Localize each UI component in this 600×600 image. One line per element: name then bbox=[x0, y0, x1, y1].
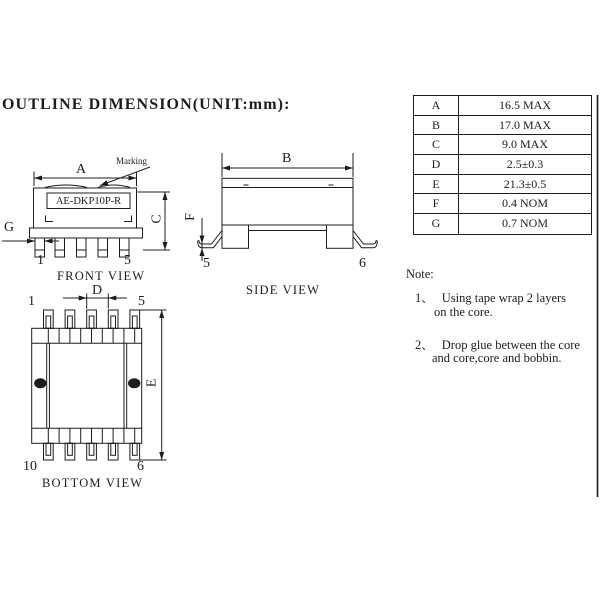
dim-label-b: B bbox=[282, 151, 292, 166]
pin-number-10-bottom: 10 bbox=[23, 459, 37, 474]
note-item-text: Using tape wrap 2 layers bbox=[441, 291, 567, 305]
tape-arc bbox=[45, 185, 87, 188]
corner-bracket bbox=[46, 216, 54, 222]
front-flange bbox=[30, 228, 143, 238]
front-view-drawing bbox=[2, 167, 170, 257]
value-cell: 9.0 MAX bbox=[501, 137, 548, 152]
value-cell: 2.5±0.3 bbox=[506, 156, 544, 171]
view-title-front: FRONT VIEW bbox=[57, 269, 146, 283]
pin-number-5-side: 5 bbox=[203, 256, 210, 271]
param-cell: C bbox=[414, 135, 459, 154]
value-cell: 0.7 NOM bbox=[501, 216, 548, 231]
side-foot-right bbox=[327, 225, 354, 248]
pin-number-6-side: 6 bbox=[359, 256, 366, 271]
view-title-bottom: BOTTOM VIEW bbox=[42, 476, 144, 490]
dim-label-c: C bbox=[149, 214, 165, 224]
side-foot-left bbox=[222, 225, 249, 248]
bottom-body bbox=[32, 328, 142, 443]
table-row bbox=[414, 135, 591, 155]
note-item-1 bbox=[415, 290, 566, 306]
part-number-label: AE-DKP10P-R bbox=[55, 196, 122, 207]
pin-number-6-bottom: 6 bbox=[137, 459, 144, 474]
glue-dot-left bbox=[34, 378, 46, 388]
param-cell: G bbox=[414, 214, 459, 234]
param-cell: D bbox=[414, 155, 459, 174]
bottom-view-drawing bbox=[32, 294, 167, 461]
table-row bbox=[414, 155, 591, 175]
side-view-drawing bbox=[198, 153, 377, 261]
note-item-1-continued: on the core. bbox=[434, 305, 493, 319]
value-cell: 0.4 NOM bbox=[501, 196, 548, 211]
lead-right bbox=[353, 231, 377, 248]
param-cell: A bbox=[414, 96, 459, 115]
table-row bbox=[414, 214, 591, 234]
note-item-number: 1、 bbox=[415, 291, 434, 305]
param-cell: E bbox=[414, 175, 459, 194]
note-item-number: 2、 bbox=[415, 338, 434, 352]
corner-bracket bbox=[124, 216, 132, 222]
param-cell: F bbox=[414, 194, 459, 213]
dim-label-d: D bbox=[92, 283, 103, 298]
core-rails bbox=[47, 343, 127, 428]
marking-leader bbox=[100, 167, 150, 186]
pin-number-5-bottom: 5 bbox=[138, 294, 145, 309]
table-row bbox=[414, 116, 591, 136]
pin-number-5-front: 5 bbox=[124, 253, 131, 268]
glue-dot-right bbox=[128, 378, 140, 388]
table-row bbox=[414, 96, 591, 116]
dim-g-lines bbox=[2, 239, 59, 244]
marking-callout-label: Marking bbox=[116, 156, 147, 166]
value-cell: 21.3±0.5 bbox=[503, 176, 547, 191]
dim-label-a: A bbox=[76, 162, 87, 177]
note-item-text: Drop glue between the core bbox=[441, 338, 580, 352]
bottom-view-bottom-pins bbox=[44, 443, 140, 460]
dim-label-g: G bbox=[4, 220, 15, 235]
strip-dividers bbox=[48, 328, 134, 443]
dimension-table bbox=[413, 95, 592, 235]
dim-label-e: E bbox=[144, 378, 160, 388]
note-item-2-continued: and core,core and bobbin. bbox=[432, 351, 562, 365]
value-cell: 17.0 MAX bbox=[498, 117, 551, 132]
note-heading: Note: bbox=[406, 267, 434, 281]
view-title-side: SIDE VIEW bbox=[246, 283, 321, 297]
dim-f-lines bbox=[200, 218, 205, 261]
tape-arc bbox=[98, 185, 130, 188]
table-row bbox=[414, 194, 591, 214]
value-cell: 16.5 MAX bbox=[498, 97, 551, 112]
table-row bbox=[414, 175, 591, 195]
pin-number-1-front: 1 bbox=[37, 253, 44, 268]
param-cell: B bbox=[414, 116, 459, 135]
bottom-view-top-pins bbox=[44, 310, 140, 328]
pin-number-1-bottom: 1 bbox=[28, 294, 35, 309]
dim-label-f: F bbox=[182, 213, 198, 221]
page-title: OUTLINE DIMENSION(UNIT:mm): bbox=[2, 96, 291, 113]
